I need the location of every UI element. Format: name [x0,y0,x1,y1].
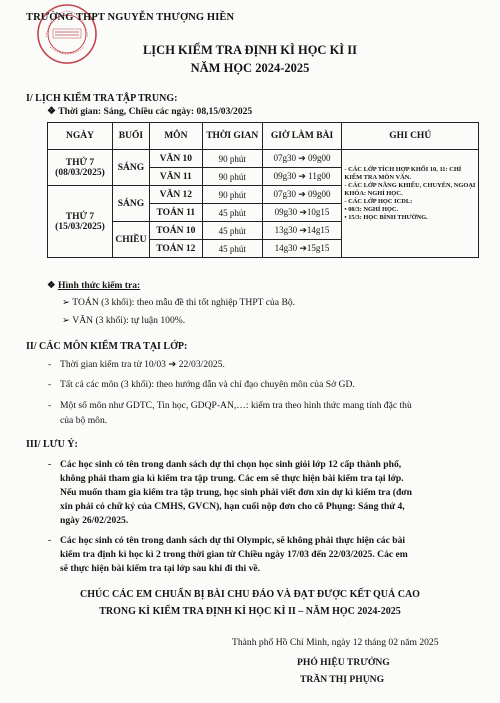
paragraph-line: Các học sinh có tên trong danh sách dự thi chọn học sinh giỏi lớp 12 cấp thành phố, [60,459,402,470]
paragraph-line: kiểm tra định kì học kì 2 trong thời gian từ Chiều ngày 17/03 đến 22/03/2025. Các em [60,549,408,560]
arrow-bullet-icon: ➢ [62,315,71,326]
subject-cell: TOÁN 10 [149,222,202,240]
exam-time-cell: 07g30 ➔ 09g00 [262,150,342,168]
exam-schedule-table [47,122,479,258]
notes-cell [342,150,479,258]
section2-item-cont: của bộ môn. [60,415,108,426]
exam-time-cell: 07g30 ➔ 09g00 [262,186,342,204]
header-session: BUỔI [112,123,149,150]
header-subject: MÔN [149,123,202,150]
section3-heading: III/ LƯU Ý: [26,439,78,450]
paragraph-line: ngày 26/02/2025. [60,515,129,526]
duration-cell: 45 phút [202,204,262,222]
note-line: - CÁC LỚP HỌC ICDL: [344,198,413,205]
note-line: - CÁC LỚP NĂNG KHIẾU, CHUYÊN, NGOẠI KHÓA: NGHỈ HỌC. [344,182,476,197]
header-notes: GHI CHÚ [342,123,479,150]
header-day: NGÀY [48,123,113,150]
section2-item: Thời gian kiểm tra từ 10/03 ➔ 22/03/2025. [60,359,225,370]
paragraph-line: sẽ thực hiện bài kiểm tra tại lớp sau khi đi thi về. [60,563,261,574]
place-date: Thành phố Hồ Chí Minh, ngày 12 tháng 02 năm 2025 [232,637,439,648]
day-cell-2 [48,186,113,258]
exam-time-cell: 09g30 ➔ 11g00 [262,168,342,186]
duration-cell: 90 phút [202,186,262,204]
signer-name: TRẦN THỊ PHỤNG [300,674,385,685]
exam-time-cell: 13g30 ➔14g15 [262,222,342,240]
format-heading-line [47,279,140,293]
day1-date: (08/03/2025) [55,167,105,178]
day1-label: THỨ 7 [65,157,95,168]
arrow-bullet-icon: ➢ [62,297,71,308]
table-row [48,150,479,168]
duration-cell: 90 phút [202,150,262,168]
paragraph-line: Nếu muốn tham gia kiểm tra tập trung, học sinh phải viết đơn xin dự kì kiểm tra (đơn [60,487,412,498]
closing-line-1: CHÚC CÁC EM CHUẨN BỊ BÀI CHU ĐÁO VÀ ĐẠT ĐƯỢC KẾT QUẢ CAO [80,589,420,600]
format-item [62,314,185,328]
paragraph-line: xin phải có chữ ký của CMHS, GVCN), hạn cuối nộp đơn cho cô Phụng: Sáng thứ 4, [60,501,405,512]
day-cell-1 [48,150,113,186]
dash-bullet-icon: - [48,459,52,470]
exam-time-cell: 14g30 ➔15g15 [262,240,342,258]
format-heading: Hình thức kiểm tra: [58,280,141,291]
duration-cell: 45 phút [202,240,262,258]
session-morning-2: SÁNG [112,186,149,222]
day2-date: (15/03/2025) [55,221,105,232]
section1-heading: I/ LỊCH KIỂM TRA TẬP TRUNG: [26,93,178,104]
note-paragraph-2 [60,534,490,576]
subject-cell: VĂN 10 [149,150,202,168]
note-line: • 15/3: HỌC BÌNH THƯỜNG. [344,214,428,221]
dash-bullet-icon: - [48,400,52,411]
exam-time-line [47,106,252,117]
note-paragraph-1 [60,458,490,528]
school-name: TRƯỜNG THPT NGUYỄN THƯỢNG HIỀN [26,12,235,23]
section2-item: Một số môn như GDTC, Tin học, GDQP-AN,…: kiểm tra theo hình thức mang tính đặc thù [60,400,412,411]
diamond-bullet-icon: ❖ [47,106,56,117]
document-title: LỊCH KIỂM TRA ĐỊNH KÌ HỌC KÌ II [142,43,358,57]
note-line: - CÁC LỚP TÍCH HỢP KHỐI 10, 11: CHỈ KIỂM TRA MÔN VĂN. [344,166,462,181]
table-header-row [48,123,479,150]
dash-bullet-icon: - [48,359,52,370]
format-item-text: VĂN (3 khối): tự luận 100%. [72,315,186,326]
session-afternoon: CHIỀU [112,222,149,258]
section2-heading: II/ CÁC MÔN KIỂM TRA TẠI LỚP: [26,341,188,352]
subject-cell: TOÁN 11 [149,204,202,222]
subject-cell: VĂN 12 [149,186,202,204]
format-item-text: TOÁN (3 khối): theo mẫu đề thi tốt nghiệp THPT của Bộ. [72,297,296,308]
duration-cell: 45 phút [202,222,262,240]
paragraph-line: không phải tham gia kì kiểm tra tập trung. Các em sẽ thực hiện bài kiểm tra tại lớp. [60,473,404,484]
header-duration: THỜI GIAN [202,123,262,150]
duration-cell: 90 phút [202,168,262,186]
paragraph-line: Các học sinh có tên trong danh sách dự thi Olympic, sẽ không phải thực hiện các bài [60,535,406,546]
section2-item: Tất cả các môn (3 khối): theo hướng dẫn và chỉ đạo chuyên môn của Sở GD. [60,379,355,390]
school-year: NĂM HỌC 2024-2025 [190,61,310,75]
note-line: • 08/3: NGHỈ HỌC. [344,206,399,213]
exam-time-cell: 09g30 ➔10g15 [262,204,342,222]
dash-bullet-icon: - [48,535,52,546]
diamond-bullet-icon: ❖ [47,280,56,291]
closing-line-2: TRONG KÌ KIỂM TRA ĐỊNH KÌ HỌC KÌ II – NĂM HỌC 2024-2025 [99,606,401,617]
session-morning-1: SÁNG [112,150,149,186]
subject-cell: VĂN 11 [149,168,202,186]
dash-bullet-icon: - [48,379,52,390]
subject-cell: TOÁN 12 [149,240,202,258]
exam-time-label: Thời gian: Sáng, Chiều các ngày: 08,15/03/2025 [58,106,253,117]
format-item [62,296,295,310]
header-exam-time: GIỜ LÀM BÀI [262,123,342,150]
day2-label: THỨ 7 [65,211,95,222]
signer-title: PHÓ HIỆU TRƯỞNG [297,657,390,668]
